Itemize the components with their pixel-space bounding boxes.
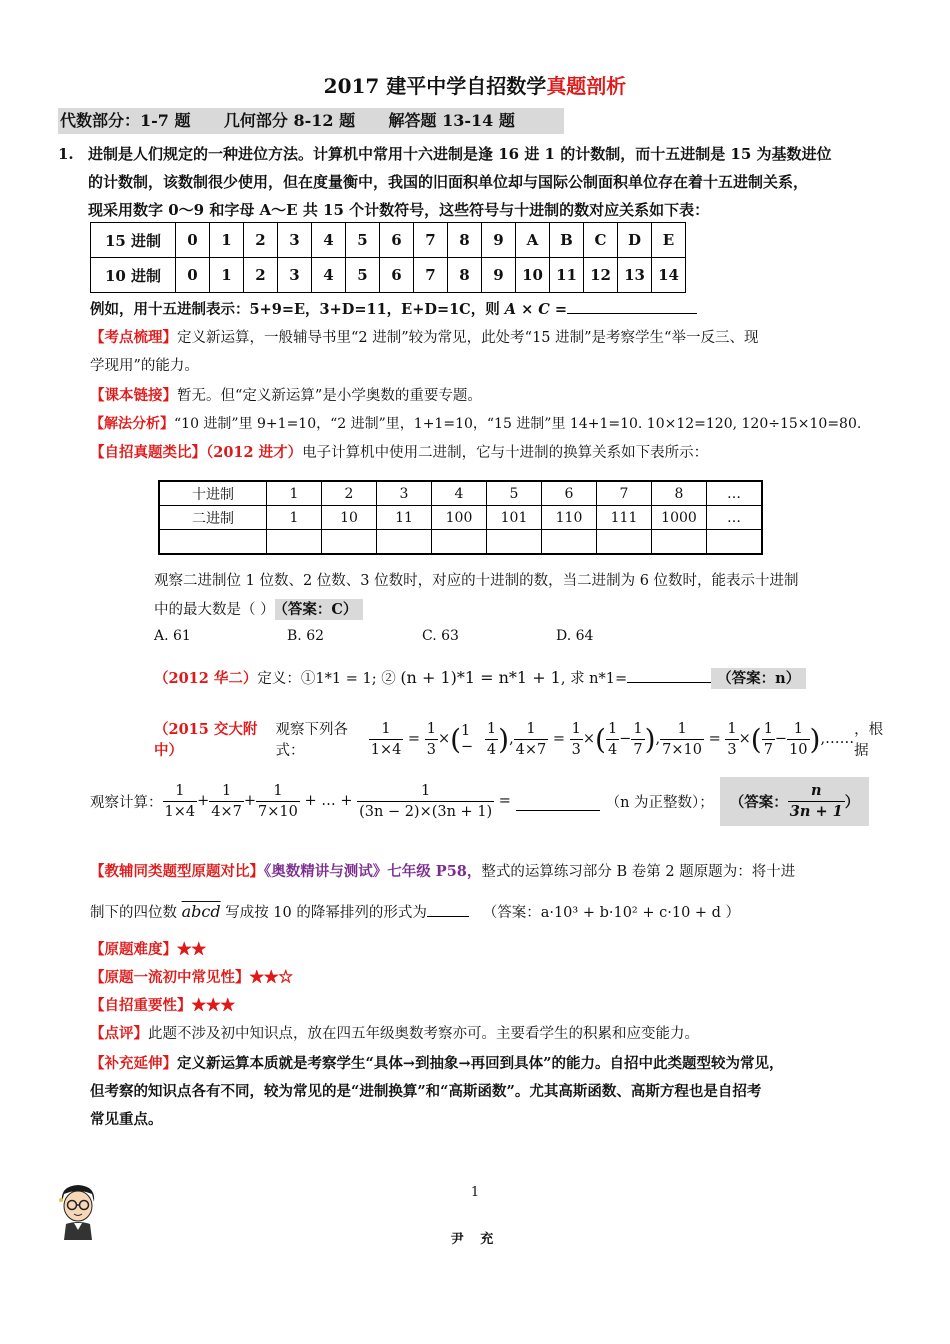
table-cell: 10 [516, 258, 550, 293]
answer-box [720, 777, 869, 826]
table-row [159, 481, 762, 506]
jiaoda-tail: ，根据 [854, 722, 884, 759]
fraction: $\frac{1}{7}$ [633, 720, 643, 758]
table-cell: 6 [380, 258, 414, 293]
title-main: 2017 建平中学自招数学 [323, 74, 547, 98]
fraction: $\frac{1}{4}$ [486, 720, 497, 758]
table-cell [707, 530, 763, 555]
buchong-line3: 常见重点。 [90, 1111, 163, 1128]
table-cell: 3 [278, 223, 312, 258]
zizhao-line [90, 439, 900, 467]
answer-numerator: n [810, 781, 822, 799]
table-cell: D [618, 223, 652, 258]
observe-text: 中的最大数是（ ） [154, 602, 275, 618]
table-cell: 5 [346, 223, 380, 258]
table-cell [432, 530, 487, 555]
answer-denominator: 3n + 1 [789, 802, 843, 820]
table-cell [652, 530, 707, 555]
table-cell: 1000 [652, 506, 707, 530]
table-cell: 6 [380, 223, 414, 258]
zizhao-tag: （2012 进才） [206, 444, 303, 461]
answer-blank [516, 792, 600, 811]
table-cell: 7 [414, 223, 448, 258]
question-line: 现采用数字 0～9 和字母 A～E 共 15 个计数符号，这些符号与十进制的数对应关系如下表： [88, 201, 710, 219]
answer-label: （答案： [729, 793, 788, 811]
base15-table [90, 222, 686, 293]
table-cell: 15 进制 [91, 223, 176, 258]
observe-line1: 观察二进制位 1 位数、2 位数、3 位数时，对应的十进制的数，当二进制为 6 位数时，能表示十进制 [154, 573, 799, 589]
table-cell: 12 [584, 258, 618, 293]
table-cell: 1 [267, 481, 322, 506]
table-cell: 10 [322, 506, 377, 530]
observe-calc-line: 观察计算： $\frac{1}{1\times 4}$ + $\frac{1}{4\times 7}$ + $\frac{1}{7\times 10}$ + … + $\frac{1}{(3n - 2)\times(3n + 1)}$ = （n 为正整数）； （答案： $\frac{n}{3n + 1}$ ） [90, 776, 900, 826]
table-row [159, 530, 762, 555]
table-cell: 100 [432, 506, 487, 530]
table-cell: 4 [432, 481, 487, 506]
table-cell: B [550, 223, 584, 258]
kaodian-label: 【考点梳理】 [90, 329, 177, 346]
option-c: C. 63 [422, 628, 459, 644]
table-cell: 二进制 [159, 506, 267, 530]
binary-table [158, 480, 763, 555]
table-cell: 2 [244, 223, 278, 258]
jiaofu-label: 【教辅同类题型原题对比】 [90, 863, 264, 880]
table-cell: E [652, 223, 686, 258]
fraction: $\frac{1}{4\times 7}$ [211, 782, 242, 820]
buchong-label: 【补充延伸】 [90, 1055, 177, 1072]
table-cell: 1 [210, 258, 244, 293]
table-cell: C [584, 223, 618, 258]
table-cell: 111 [597, 506, 652, 530]
answer-blank [567, 313, 697, 314]
buchong-line1: 定义新运算本质就是考察学生“具体→到抽象→再回到具体”的能力。自招中此类题型较为常见， [177, 1055, 784, 1072]
table-cell: 0 [176, 223, 210, 258]
option-d: D. 64 [556, 628, 594, 644]
section-bar: 代数部分：1-7 题 几何部分 8-12 题 解答题 13-14 题 [58, 108, 564, 134]
kebenlink-label: 【课本链接】 [90, 387, 177, 404]
jiefa-line [90, 410, 900, 438]
answer-blank [627, 682, 711, 683]
kebenlink-line [90, 382, 900, 410]
fraction: $\frac{1}{1\times 4}$ [164, 782, 196, 820]
fraction: $\frac{1}{3}$ [727, 720, 737, 758]
option-a: A. 61 [154, 628, 191, 644]
huaer-text1: 定义：①1*1 = 1; ② [257, 671, 401, 687]
fraction: $\frac{1}{4\times 7}$ [515, 720, 547, 758]
table-cell: 8 [448, 258, 482, 293]
zizhao-label: 【自招真题类比】 [90, 444, 206, 461]
nandu-line [90, 936, 900, 964]
table-cell: 2 [244, 258, 278, 293]
jiaofu-book: 《奥数精讲与测试》七年级 P58， [264, 863, 482, 880]
answer-box: （答案：n） [711, 668, 806, 689]
jiaofu-line2b: 写成按 10 的降幂排列的形式为 [220, 905, 427, 921]
table-cell: 11 [550, 258, 584, 293]
author-name: 尹 充 [450, 1232, 500, 1247]
answer-box: （答案：C） [275, 599, 364, 620]
answer-close: ） [844, 793, 860, 811]
fraction: $\frac{1}{7}$ [763, 720, 773, 758]
example-line [90, 296, 900, 324]
table-cell: 4 [312, 258, 346, 293]
nandu-stars: ★★ [177, 941, 206, 958]
example-text: 例如，用十五进制表示：5+9=E，3+D=11，E+D=1C，则 [90, 301, 505, 318]
table-cell: 3 [278, 258, 312, 293]
jiaoda-line: （2015 交大附中） 观察下列各式： $\frac{1}{1\times 4}$ = $\frac{1}{3}$ × ( 1 − $\frac{1}{4}$ ) , $\frac{1}{4\times 7}$ = $\frac{1}{3}$ × ( $\frac{1}{4}$ − $\frac{1}{7}$ ) , $\frac{1}{7\times 10}$ = $\frac{1}{3}$ × ( $\frac{1}{7}$ − $\frac{1}{10}$ ) ,…… ，根据 [154, 716, 894, 762]
table-cell [322, 530, 377, 555]
observe-calc-mid: （n 为正整数）； [605, 794, 714, 811]
page-number: 1 [470, 1185, 480, 1200]
fraction: $\frac{1}{7\times 10}$ [258, 782, 298, 820]
table-cell: … [707, 481, 763, 506]
title-highlight: 真题剖析 [546, 74, 627, 98]
dianping-line [90, 1020, 900, 1048]
zhongyao-line [90, 992, 900, 1020]
table-cell: 13 [618, 258, 652, 293]
zhongyao-label: 【自招重要性】 [90, 997, 192, 1014]
fraction: $\frac{1}{3}$ [571, 720, 581, 758]
jiefa-label: 【解法分析】 [90, 416, 174, 432]
observe-calc-label: 观察计算： [90, 794, 163, 811]
fraction: $\frac{1}{(3n - 2)\times(3n + 1)}$ [359, 782, 493, 820]
fraction: $\frac{1}{10}$ [789, 720, 808, 758]
jiaofu-line2a: 制下的四位数 [90, 905, 182, 921]
changjian-stars: ★★☆ [249, 969, 293, 986]
fraction: $\frac{1}{4}$ [607, 720, 618, 758]
table-cell: 14 [652, 258, 686, 293]
jiaofu-answer: （答案：a·10³ + b·10² + c·10 + d ） [482, 905, 741, 921]
changjian-label: 【原题一流初中常见性】 [90, 969, 250, 986]
table-cell [542, 530, 597, 555]
jiaofu-text: 整式的运算练习部分 B 卷第 2 题原题为：将十进 [481, 864, 796, 880]
huaer-line [154, 664, 894, 693]
table-cell: 0 [176, 258, 210, 293]
kebenlink-text: 暂无。但“定义新运算”是小学奥数的重要专题。 [177, 388, 482, 404]
table-cell: 5 [346, 258, 380, 293]
table-cell: 9 [482, 223, 516, 258]
huaer-text2: (n + 1)*1 = n*1 + 1 [400, 668, 561, 687]
buchong-line2: 但考察的知识点各有不同，较为常见的是“进制换算”和“高斯函数”。尤其高斯函数、高斯方程也是自招考 [90, 1083, 762, 1100]
table-cell: 3 [377, 481, 432, 506]
observe-line2 [154, 596, 894, 624]
question-1 [58, 140, 898, 224]
table-cell [597, 530, 652, 555]
nandu-label: 【原题难度】 [90, 941, 177, 958]
table-cell: 9 [482, 258, 516, 293]
table-cell: 1 [210, 223, 244, 258]
jiaofu-line2 [90, 898, 900, 927]
huaer-tag: （2012 华二） [154, 670, 258, 687]
table-cell: 4 [312, 223, 346, 258]
jiaofu-overline: abcd [181, 902, 221, 921]
table-cell: 11 [377, 506, 432, 530]
question-line: 的计数制，该数制很少使用，但在度量衡中，我国的旧面积单位却与国际公制面积单位存在着十五进制关系， [88, 173, 809, 191]
question-number: 1. [58, 145, 74, 163]
table-cell: 8 [652, 481, 707, 506]
table-cell [267, 530, 322, 555]
huaer-text3: , 求 n*1= [560, 671, 628, 687]
table-row [159, 506, 762, 530]
dianping-text: 此题不涉及初中知识点，放在四五年级奥数考察亦可。主要看学生的积累和应变能力。 [148, 1026, 699, 1042]
table-cell: 1 [267, 506, 322, 530]
table-cell: 十进制 [159, 481, 267, 506]
answer-blank [427, 916, 469, 917]
table-cell: … [707, 506, 763, 530]
table-cell: 6 [542, 481, 597, 506]
table-row [91, 258, 686, 293]
jiefa-text: “10 进制”里 9+1=10，“2 进制”里，1+1=10，“15 进制”里 14+1=10. 10×12=120, 120÷15×10=80. [174, 416, 862, 432]
changjian-line [90, 964, 900, 992]
fraction [788, 781, 845, 822]
table-cell: 7 [597, 481, 652, 506]
buchong-block [90, 1050, 900, 1134]
kaodian-text: 定义新运算，一般辅导书里“2 进制”较为常见，此处考“15 进制”是考察学生“举一反三、现 [177, 330, 759, 346]
table-cell [159, 530, 267, 555]
table-cell [377, 530, 432, 555]
kaodian-line [90, 324, 900, 380]
jiaoda-tag: （2015 交大附中） [154, 721, 258, 759]
table-cell: 10 进制 [91, 258, 176, 293]
kaodian-text2: 学现用”的能力。 [90, 358, 199, 374]
zhongyao-stars: ★★★ [191, 997, 235, 1014]
table-cell [487, 530, 542, 555]
dianping-label: 【点评】 [90, 1025, 148, 1042]
jiaofu-line [90, 858, 900, 886]
table-cell: 5 [487, 481, 542, 506]
table-cell: 8 [448, 223, 482, 258]
table-cell: 7 [414, 258, 448, 293]
zizhao-text: 电子计算机中使用二进制，它与十进制的换算关系如下表所示： [302, 445, 709, 461]
table-cell: 101 [487, 506, 542, 530]
table-cell: A [516, 223, 550, 258]
fraction: $\frac{1}{7\times 10}$ [662, 720, 702, 758]
jiaoda-text: 观察下列各式： [275, 722, 349, 759]
question-line: 进制是人们规定的一种进位方法。计算机中常用十六进制是逢 16 进 1 的计数制，而十五进制是 15 为基数进位 [88, 145, 832, 163]
fraction: $\frac{1}{3}$ [426, 720, 436, 758]
page-title [0, 70, 950, 99]
table-row [91, 223, 686, 258]
table-cell: 110 [542, 506, 597, 530]
option-b: B. 62 [287, 628, 325, 644]
fraction: $\frac{1}{1\times 4}$ [370, 720, 402, 758]
table-cell: 2 [322, 481, 377, 506]
example-expr: A × C = [504, 301, 568, 318]
